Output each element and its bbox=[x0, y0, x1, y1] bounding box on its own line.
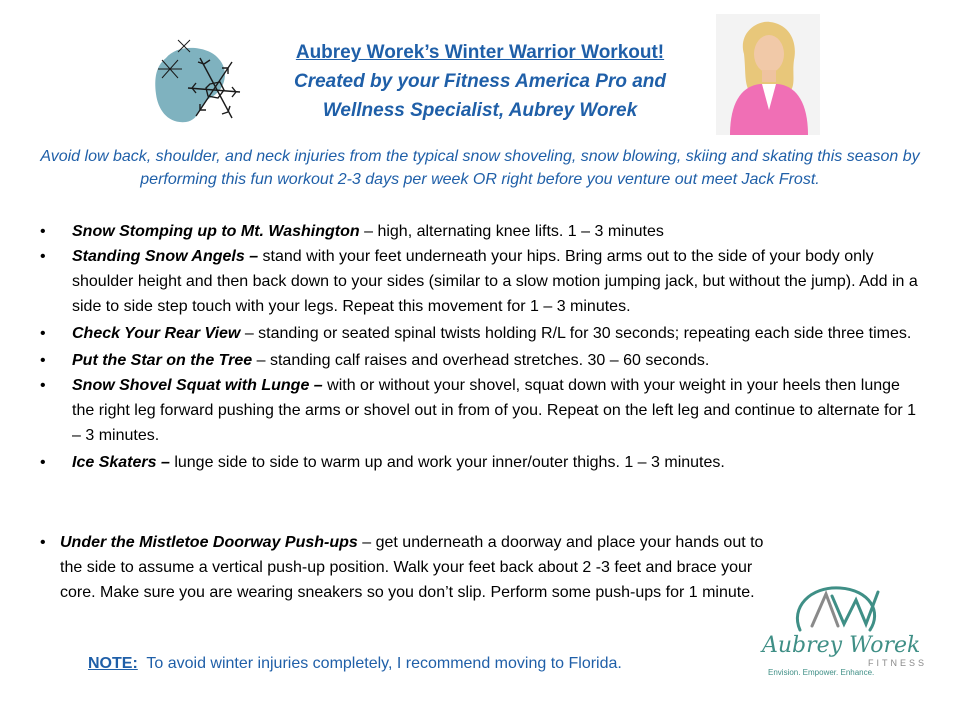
portrait-photo bbox=[716, 14, 820, 135]
subtitle-line-2: Wellness Specialist, Aubrey Worek bbox=[322, 100, 638, 121]
exercise-name: Standing Snow Angels – bbox=[72, 248, 259, 265]
exercise-name: Put the Star on the Tree bbox=[72, 352, 253, 369]
list-item bbox=[40, 244, 920, 319]
exercise-description: high, alternating knee lifts. 1 – 3 minutes bbox=[377, 223, 664, 240]
exercise-name: Check Your Rear View bbox=[72, 325, 241, 342]
exercise-description: get underneath a doorway and place your hands out to the side to assume a vertical push-up position. Walk your feet back about 2 -3 feet and brace your core. Make sure you are wearing sneakers so you don’t slip. Perform some push-ups for 1 minute. bbox=[60, 534, 764, 601]
list-item: • Put the Star on the Tree – standing calf raises and overhead stretches. 30 – 60 seconds. bbox=[40, 348, 920, 373]
note bbox=[88, 655, 622, 673]
exercise-list bbox=[40, 219, 920, 475]
note-text: To avoid winter injuries completely, I recommend moving to Florida. bbox=[137, 655, 622, 672]
brand-logo bbox=[760, 578, 930, 678]
snowflake-icon bbox=[148, 38, 242, 128]
exercise-name: Snow Stomping up to Mt. Washington bbox=[72, 223, 360, 240]
exercise-description: standing or seated spinal twists holding R/L for 30 seconds; repeating each side three times. bbox=[258, 325, 912, 342]
list-item: • Snow Stomping up to Mt. Washington – high, alternating knee lifts. 1 – 3 minutes bbox=[40, 219, 920, 244]
exercise-description: with or without your shovel, squat down with your weight in your heels then lunge the right leg forward pushing the arms or shovel out in from of you. Repeat on the left leg and continue to alternate for 1 – 3 minutes. bbox=[72, 377, 917, 444]
list-item: • Check Your Rear View – standing or seated spinal twists holding R/L for 30 seconds; repeating each side three times. bbox=[40, 321, 920, 346]
exercise-name: Under the Mistletoe Doorway Push-ups bbox=[60, 534, 358, 551]
subtitle-line-1: Created by your Fitness America Pro and bbox=[293, 71, 667, 92]
note-label: NOTE: bbox=[88, 655, 138, 672]
list-item bbox=[40, 450, 920, 475]
logo-tagline: Envision. Empower. Enhance. bbox=[768, 668, 875, 677]
list-item bbox=[40, 373, 920, 448]
exercise-description: stand with your feet underneath your hips. Bring arms out to the side of your body only shoulder height and then back down to your sides (similar to a slow motion jumping jack, but without the jump). Add in a side to side step touch with your legs. Repeat this movement for 1 – 3 minutes. bbox=[72, 248, 918, 315]
logo-name: Aubrey Worek bbox=[762, 633, 921, 658]
logo-brand: FITNESS bbox=[868, 658, 928, 668]
exercise-description: standing calf raises and overhead stretches. 30 – 60 seconds. bbox=[269, 352, 710, 369]
page-title: Aubrey Worek’s Winter Warrior Workout! bbox=[295, 42, 665, 63]
intro-paragraph: Avoid low back, shoulder, and neck injuries from the typical snow shoveling, snow blowing, skiing and skating this season by performing this fun workout 2-3 days per week OR right before you venture out meet Jack Frost. bbox=[40, 148, 920, 188]
list-item-last: • Under the Mistletoe Doorway Push-ups – get underneath a doorway and place your hands out to the side to assume a vertical push-up position. Walk your feet back about 2 -3 feet and brace your core. Make sure you are wearing sneakers so you don’t slip. Perform some push-ups for 1 minute. bbox=[40, 530, 775, 605]
exercise-name: Snow Shovel Squat with Lunge – bbox=[72, 377, 323, 394]
exercise-description: lunge side to side to warm up and work your inner/outer thighs. 1 – 3 minutes. bbox=[174, 454, 725, 471]
title-block bbox=[250, 38, 710, 125]
exercise-name: Ice Skaters – bbox=[72, 454, 170, 471]
bullet-icon: • bbox=[40, 534, 46, 551]
